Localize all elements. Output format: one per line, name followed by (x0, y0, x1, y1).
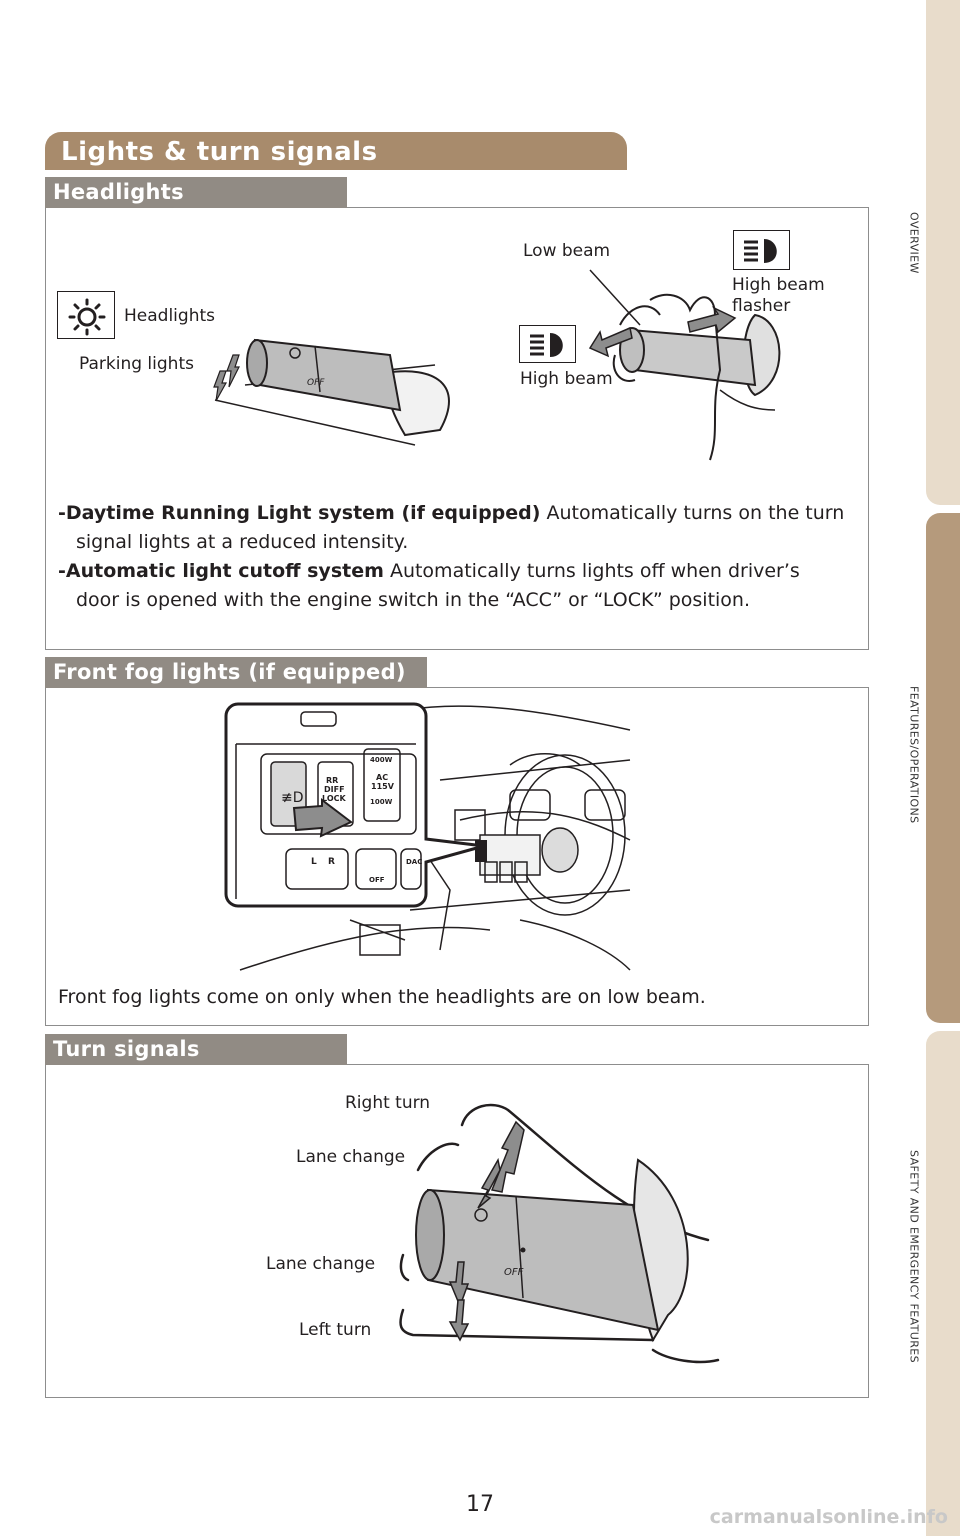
fog-switch-callout (226, 704, 486, 906)
page-title: Lights & turn signals (45, 132, 627, 170)
turn-heading: Turn signals (45, 1034, 347, 1065)
side-label-features: FEATURES/OPERATIONS (907, 686, 921, 824)
side-label-overview: OVERVIEW (907, 212, 921, 274)
low-beam-label: Low beam (523, 241, 611, 261)
left-turn-label: Left turn (299, 1320, 372, 1340)
switch-l-label: L (311, 857, 317, 867)
headlights-heading: Headlights (45, 177, 347, 208)
high-beam-icon (519, 325, 576, 363)
lane-change-down-label: Lane change (266, 1254, 376, 1274)
cutoff-paragraph (58, 557, 848, 615)
high-beam-label: High beam (520, 369, 613, 389)
switch-100w-label: 100W (370, 798, 393, 806)
right-turn-label: Right turn (345, 1093, 431, 1113)
switch-off-label: OFF (369, 876, 385, 884)
fog-heading: Front fog lights (if equipped) (45, 657, 427, 688)
watermark: carmanualsonline.info (709, 1506, 948, 1528)
hand-lever-illustration (590, 270, 820, 460)
cutoff-text: Automatically turns lights off when driver’s door is opened with the engine switch in the “ACC” or “LOCK” position. (76, 560, 800, 611)
side-tab-safety[interactable] (926, 1031, 960, 1536)
high-beam-flasher-icon (733, 230, 790, 270)
side-label-safety: SAFETY AND EMERGENCY FEATURES (907, 1150, 921, 1363)
drl-paragraph (58, 499, 848, 557)
turn-lever-illustration (398, 1100, 728, 1370)
lever-off-text: OFF (504, 1267, 524, 1278)
page-number: 17 (466, 1492, 494, 1517)
svg-text:OFF: OFF (307, 378, 325, 388)
switch-r-label: R (328, 857, 335, 867)
lane-change-up-label: Lane change (296, 1147, 406, 1167)
switch-diff-label: DIFF (324, 785, 345, 794)
high-beam-flasher-line-2: flasher (732, 296, 791, 316)
svg-text:≢D: ≢D (281, 790, 304, 806)
switch-ac-label: AC (376, 773, 389, 782)
switch-115v-label: 115V (371, 782, 394, 791)
fog-description: Front fog lights come on only when the headlights are on low beam. (58, 986, 706, 1008)
headlight-lever-illustration (205, 315, 505, 465)
cutoff-title: -Automatic light cutoff system (58, 560, 384, 582)
switch-lock-label: LOCK (322, 794, 346, 803)
side-tab-features[interactable] (926, 513, 960, 1023)
high-beam-flasher-line-1: High beam (732, 275, 825, 295)
headlight-switch-icon (57, 291, 115, 339)
headlights-description (58, 499, 848, 615)
side-tab-overview[interactable] (926, 0, 960, 505)
switch-400w-label: 400W (370, 756, 393, 764)
drl-text: Automatically turns on the turn signal lights at a reduced intensity. (76, 502, 845, 553)
headlights-label: Headlights (124, 306, 215, 326)
parking-lights-label: Parking lights (79, 354, 194, 374)
switch-rr-label: RR (326, 776, 339, 785)
switch-dac-label: DAC (406, 858, 423, 866)
drl-title: -Daytime Running Light system (if equipped) (58, 502, 541, 524)
